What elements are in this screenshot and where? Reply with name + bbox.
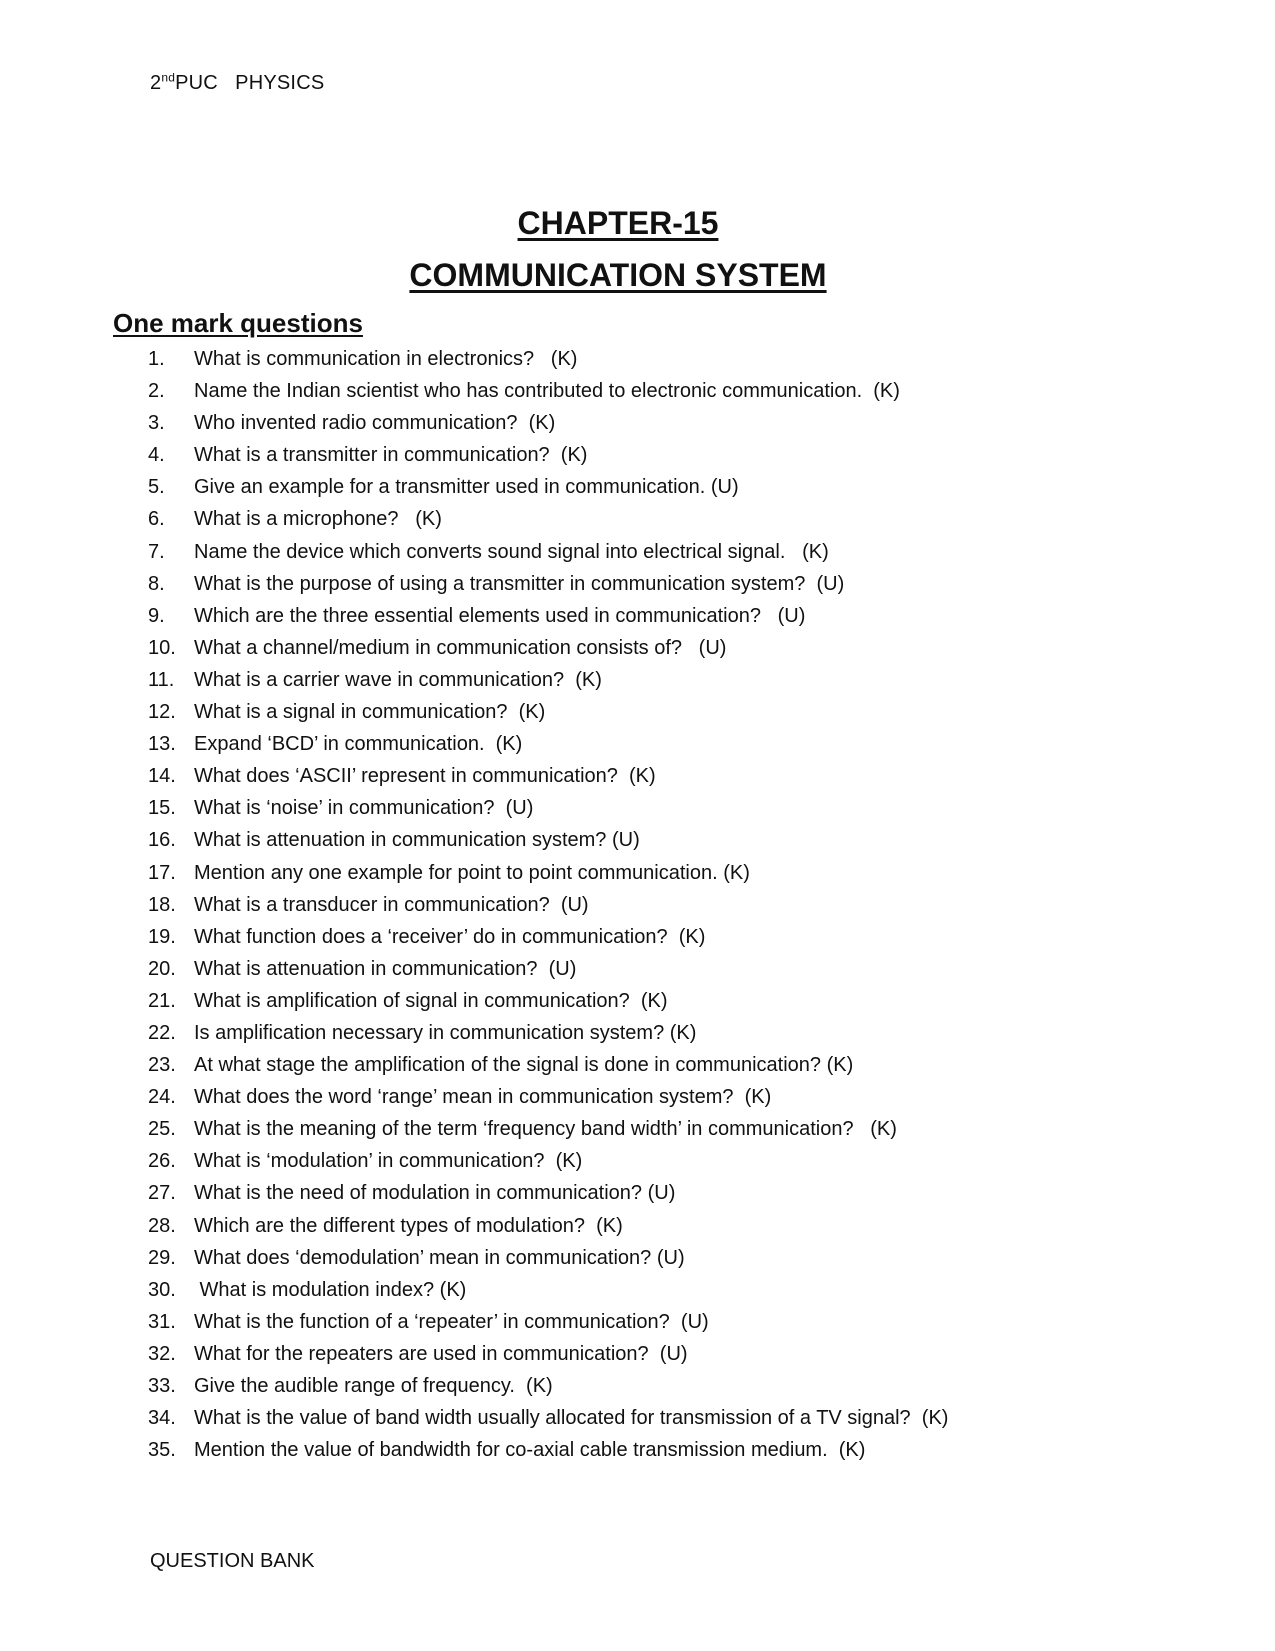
question-item — [148, 765, 948, 797]
question-number: 14. — [148, 765, 176, 788]
question-item — [148, 1375, 948, 1407]
question-number: 18. — [148, 893, 176, 916]
question-item — [148, 862, 948, 894]
question-text: Expand ‘BCD’ in communication. (K) — [194, 733, 523, 756]
question-item — [148, 476, 948, 508]
question-item — [148, 733, 948, 765]
question-number: 1. — [148, 348, 165, 370]
question-number: 24. — [148, 1086, 176, 1109]
question-item — [148, 380, 948, 412]
question-text: What is ‘noise’ in communication? (U) — [194, 797, 534, 820]
question-text: Who invented radio communication? (K) — [194, 412, 556, 435]
question-text: What is the value of band width usually allocated for transmission of a TV signal? (K) — [194, 1407, 949, 1430]
question-item — [148, 1118, 948, 1150]
question-item — [148, 637, 948, 669]
question-item — [148, 605, 948, 637]
question-text: What a channel/medium in communication consists of? (U) — [194, 636, 727, 659]
question-number: 19. — [148, 925, 176, 948]
question-number: 6. — [148, 508, 165, 531]
question-text: What is a transmitter in communication? (K) — [194, 444, 588, 467]
question-text: What does ‘ASCII’ represent in communication? (K) — [194, 765, 656, 788]
question-item — [148, 701, 948, 733]
question-text: Name the Indian scientist who has contributed to electronic communication. (K) — [194, 380, 900, 403]
grade-number: 2 — [150, 72, 162, 94]
question-text: What is the purpose of using a transmitter in communication system? (U) — [194, 572, 845, 595]
course-name: PUC PHYSICS — [175, 72, 325, 94]
question-number: 11. — [148, 668, 175, 691]
question-item — [148, 1182, 948, 1214]
question-item — [148, 926, 948, 958]
question-text: What is amplification of signal in communication? (K) — [194, 989, 668, 1012]
question-number: 4. — [148, 444, 165, 467]
question-number: 31. — [148, 1310, 176, 1333]
question-item — [148, 1343, 948, 1375]
grade-ordinal-suffix: nd — [161, 70, 176, 85]
question-item — [148, 1086, 948, 1118]
question-number: 26. — [148, 1150, 176, 1173]
question-text: What function does a ‘receiver’ do in communication? (K) — [194, 925, 706, 948]
question-item — [148, 412, 948, 444]
question-list — [148, 348, 948, 1471]
question-text: Name the device which converts sound signal into electrical signal. (K) — [194, 540, 829, 563]
question-number: 35. — [148, 1439, 176, 1462]
question-number: 28. — [148, 1214, 176, 1237]
question-text: What is attenuation in communication system? (U) — [194, 829, 640, 852]
question-number: 30. — [148, 1278, 176, 1301]
question-number: 32. — [148, 1342, 176, 1365]
question-item — [148, 1407, 948, 1439]
question-text: Give an example for a transmitter used in communication. (U) — [194, 476, 739, 499]
question-item — [148, 894, 948, 926]
question-number: 12. — [148, 701, 176, 724]
question-number: 29. — [148, 1246, 176, 1269]
question-item — [148, 1150, 948, 1182]
question-text: What is a carrier wave in communication? (K) — [194, 668, 602, 691]
question-number: 22. — [148, 1021, 176, 1044]
question-number: 5. — [148, 476, 165, 499]
question-text: What is the need of modulation in communication? (U) — [194, 1182, 676, 1205]
question-item — [148, 573, 948, 605]
question-item — [148, 541, 948, 573]
question-item — [148, 1311, 948, 1343]
question-text: What is a signal in communication? (K) — [194, 701, 546, 724]
question-item — [148, 348, 948, 380]
question-item — [148, 1054, 948, 1086]
question-item — [148, 1439, 948, 1471]
chapter-title: CHAPTER-15 — [517, 205, 719, 241]
question-item — [148, 990, 948, 1022]
question-text: What does ‘demodulation’ mean in communication? (U) — [194, 1246, 685, 1269]
question-number: 17. — [148, 861, 176, 884]
question-text: Which are the three essential elements used in communication? (U) — [194, 604, 806, 627]
question-number: 15. — [148, 797, 176, 820]
question-number: 33. — [148, 1375, 176, 1397]
question-number: 3. — [148, 412, 165, 435]
chapter-subtitle: COMMUNICATION SYSTEM — [409, 257, 827, 293]
section-heading: One mark questions — [113, 308, 363, 338]
question-number: 13. — [148, 733, 176, 756]
question-text: What does the word ‘range’ mean in communication system? (K) — [194, 1086, 772, 1109]
question-item — [148, 829, 948, 861]
page-header — [150, 72, 324, 95]
question-text: What is the meaning of the term ‘frequency band width’ in communication? (K) — [194, 1118, 897, 1141]
question-number: 23. — [148, 1054, 176, 1077]
question-text: What is modulation index? (K) — [194, 1278, 467, 1301]
question-text: Mention any one example for point to point communication. (K) — [194, 861, 750, 884]
page-footer: QUESTION BANK — [150, 1550, 315, 1572]
question-number: 27. — [148, 1182, 176, 1205]
question-text: What is ‘modulation’ in communication? (K) — [194, 1150, 583, 1173]
question-item — [148, 958, 948, 990]
question-number: 21. — [148, 989, 176, 1012]
question-text: At what stage the amplification of the signal is done in communication? (K) — [194, 1054, 854, 1077]
question-number: 10. — [148, 636, 176, 659]
question-text: Which are the different types of modulation? (K) — [194, 1214, 623, 1237]
question-text: What is the function of a ‘repeater’ in communication? (U) — [194, 1310, 709, 1333]
question-number: 9. — [148, 604, 165, 627]
question-number: 7. — [148, 540, 165, 563]
question-text: What is attenuation in communication? (U) — [194, 957, 577, 980]
question-number: 8. — [148, 572, 165, 595]
question-text: What for the repeaters are used in communication? (U) — [194, 1342, 688, 1365]
question-item — [148, 508, 948, 540]
question-item — [148, 1022, 948, 1054]
question-text: Give the audible range of frequency. (K) — [194, 1375, 553, 1397]
question-item — [148, 669, 948, 701]
question-number: 16. — [148, 829, 176, 852]
question-item — [148, 797, 948, 829]
question-number: 34. — [148, 1407, 176, 1430]
question-text: What is a transducer in communication? (U) — [194, 893, 589, 916]
question-item — [148, 444, 948, 476]
question-item — [148, 1215, 948, 1247]
question-text: Is amplification necessary in communication system? (K) — [194, 1021, 697, 1044]
question-text: Mention the value of bandwidth for co-axial cable transmission medium. (K) — [194, 1439, 866, 1462]
question-number: 20. — [148, 957, 176, 980]
question-item — [148, 1247, 948, 1279]
question-number: 2. — [148, 380, 165, 403]
question-text: What is a microphone? (K) — [194, 508, 442, 531]
question-text: What is communication in electronics? (K) — [194, 348, 578, 370]
question-number: 25. — [148, 1118, 176, 1141]
question-item — [148, 1279, 948, 1311]
